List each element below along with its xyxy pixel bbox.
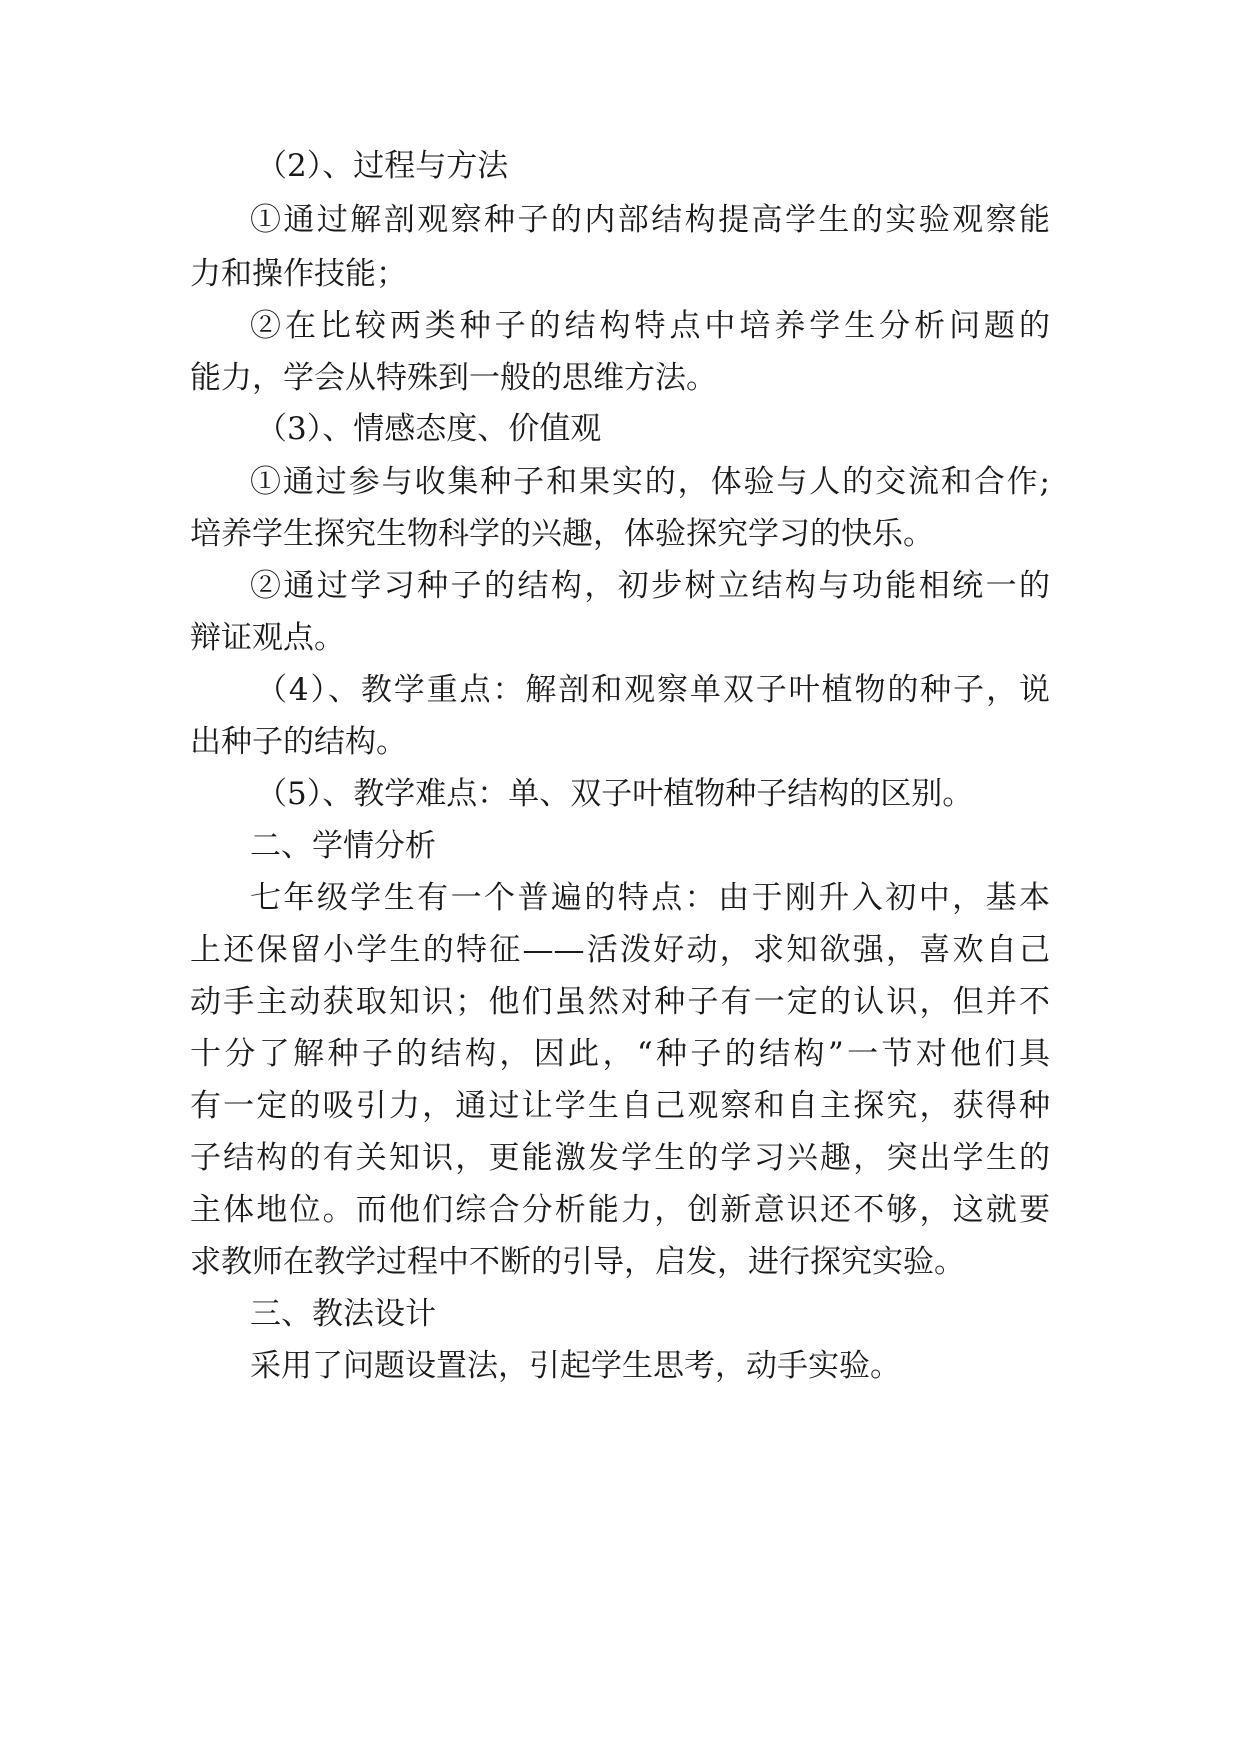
paragraph-line: ①通过解剖观察种子的内部结构提高学生的实验观察能 (250, 202, 1050, 238)
paragraph-line: 求教师在教学过程中不断的引导，启发，进行探究实验。 (190, 1244, 965, 1280)
paragraph-line: 七年级学生有一个普遍的特点：由于刚升入初中，基本 (250, 880, 1050, 916)
paragraph-line: 有一定的吸引力，通过让学生自己观察和自主探究，获得种 (190, 1088, 1050, 1124)
paragraph-line: ②在比较两类种子的结构特点中培养学生分析问题的 (250, 308, 1050, 344)
paragraph-line: 动手主动获取知识；他们虽然对种子有一定的认识，但并不 (190, 984, 1050, 1020)
paragraph-line: ②通过学习种子的结构，初步树立结构与功能相统一的 (250, 568, 1050, 604)
paragraph-line: 采用了问题设置法，引起学生思考，动手实验。 (250, 1348, 901, 1384)
paragraph-line: 培养学生探究生物科学的兴趣，体验探究学习的快乐。 (190, 516, 934, 552)
section-title-method-design: 三、教法设计 (250, 1296, 436, 1332)
paragraph-line: 上还保留小学生的特征——活泼好动，求知欲强，喜欢自己 (190, 932, 1050, 968)
heading-teaching-focus: （4）、教学重点：解剖和观察单双子叶植物的种子，说 (256, 672, 1050, 708)
paragraph-line: 十分了解种子的结构，因此，“种子的结构”一节对他们具 (190, 1036, 1050, 1072)
paragraph-line: 出种子的结构。 (190, 724, 407, 760)
heading-teaching-difficulty: （5）、教学难点：单、双子叶植物种子结构的区别。 (256, 776, 974, 812)
heading-emotion-values: （3）、情感态度、价值观 (256, 411, 602, 447)
paragraph-line: 力和操作技能； (190, 256, 407, 292)
paragraph-line: 主体地位。而他们综合分析能力，创新意识还不够，这就要 (190, 1192, 1050, 1228)
paragraph-line: 辩证观点。 (190, 620, 345, 656)
section-title-student-analysis: 二、学情分析 (250, 828, 436, 864)
paragraph-line: ①通过参与收集种子和果实的，体验与人的交流和合作; (250, 464, 1050, 500)
paragraph-line: 子结构的有关知识，更能激发学生的学习兴趣，突出学生的 (190, 1140, 1050, 1176)
paragraph-line: 能力，学会从特殊到一般的思维方法。 (190, 360, 717, 396)
heading-process-method: （2）、过程与方法 (256, 148, 509, 184)
